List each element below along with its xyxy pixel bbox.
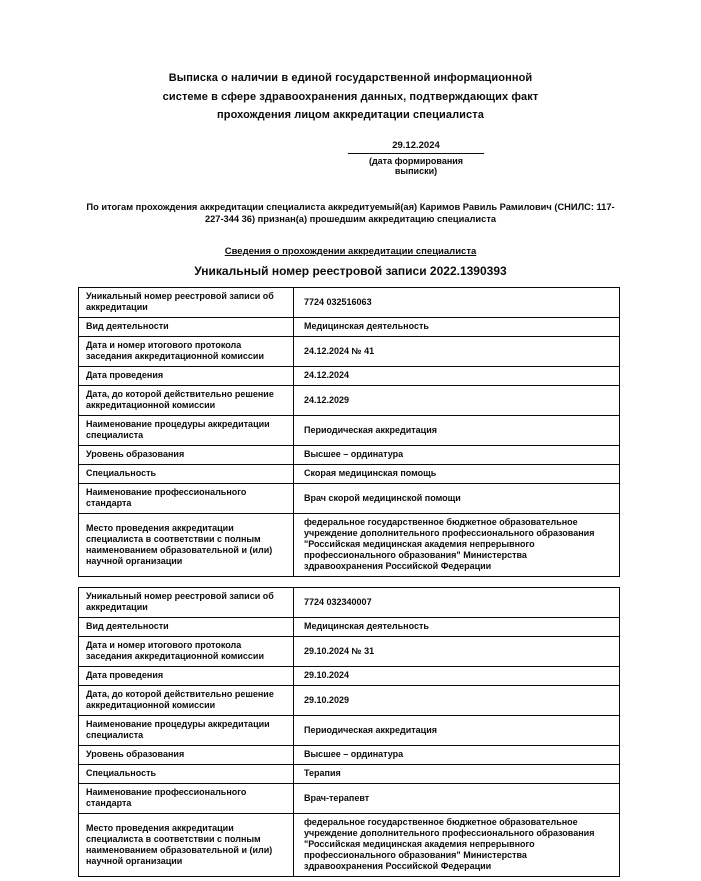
table-row: [79, 813, 620, 876]
row-label: Дата и номер итогового протокола заседания аккредитационной комиссии: [79, 636, 294, 666]
intro-paragraph: По итогам прохождения аккредитации специалиста аккредитуемый(ая) Каримов Равиль Рамилович (СНИЛС: 117-227-344 36) признан(а) прошедшим аккредитацию специалиста: [86, 201, 615, 224]
row-value: Периодическая аккредитация: [294, 415, 620, 445]
table-row: [79, 336, 620, 366]
row-label: Уникальный номер реестровой записи об аккредитации: [79, 287, 294, 317]
row-value: 24.12.2029: [294, 385, 620, 415]
row-label: Уникальный номер реестровой записи об аккредитации: [79, 587, 294, 617]
row-value: 29.10.2029: [294, 685, 620, 715]
table-row: [79, 587, 620, 617]
row-value: 7724 032340007: [294, 587, 620, 617]
table-row: [79, 764, 620, 783]
table-row: [79, 483, 620, 513]
row-label: Дата и номер итогового протокола заседания аккредитационной комиссии: [79, 336, 294, 366]
table-row: [79, 287, 620, 317]
row-value: 7724 032516063: [294, 287, 620, 317]
table-row: [79, 317, 620, 336]
table-row: [79, 445, 620, 464]
accreditation-table-1: [78, 287, 620, 577]
section-heading: Сведения о прохождении аккредитации специалиста: [224, 245, 477, 257]
table-row: [79, 636, 620, 666]
row-label: Наименование процедуры аккредитации специалиста: [79, 415, 294, 445]
row-value: федеральное государственное бюджетное образовательное учреждение дополнительного профессионального образования "Российская медицинская академия непрерывного профессионального образования" Министерства здравоохранения Российской Федерации: [294, 813, 620, 876]
row-value: Врач скорой медицинской помощи: [294, 483, 620, 513]
row-label: Дата проведения: [79, 366, 294, 385]
row-value: Периодическая аккредитация: [294, 715, 620, 745]
row-value: Высшее – ординатура: [294, 445, 620, 464]
row-value: Скорая медицинская помощь: [294, 464, 620, 483]
row-value: Врач-терапевт: [294, 783, 620, 813]
row-value: 24.12.2024: [294, 366, 620, 385]
row-value: 29.10.2024: [294, 666, 620, 685]
row-value: Терапия: [294, 764, 620, 783]
formation-date-caption: (дата формирования выписки): [368, 155, 464, 176]
title-line-1: Выписка о наличии в единой государственной информационной: [168, 72, 533, 84]
row-label: Дата проведения: [79, 666, 294, 685]
registry-heading: Уникальный номер реестровой записи 2022.1390393: [194, 263, 507, 278]
table-row: [79, 745, 620, 764]
table-row: [79, 513, 620, 576]
row-label: Вид деятельности: [79, 317, 294, 336]
table-row: [79, 617, 620, 636]
table-row: [79, 685, 620, 715]
row-label: Специальность: [79, 764, 294, 783]
row-value: 24.12.2024 № 41: [294, 336, 620, 366]
row-label: Дата, до которой действительно решение аккредитационной комиссии: [79, 685, 294, 715]
table-row: [79, 415, 620, 445]
row-value: Медицинская деятельность: [294, 317, 620, 336]
row-label: Наименование процедуры аккредитации специалиста: [79, 715, 294, 745]
row-label: Место проведения аккредитации специалиста в соответствии с полным наименованием образовательной и (или) научной организации: [79, 813, 294, 876]
table-row: [79, 783, 620, 813]
table-row: [79, 464, 620, 483]
formation-date-block: [348, 140, 484, 176]
document-title: [0, 0, 701, 125]
formation-date: 29.12.2024: [348, 140, 484, 154]
row-value: Высшее – ординатура: [294, 745, 620, 764]
row-label: Дата, до которой действительно решение аккредитационной комиссии: [79, 385, 294, 415]
table-row: [79, 666, 620, 685]
title-line-3: прохождения лицом аккредитации специалиста: [217, 109, 484, 121]
row-label: Место проведения аккредитации специалиста в соответствии с полным наименованием образовательной и (или) научной организации: [79, 513, 294, 576]
row-label: Наименование профессионального стандарта: [79, 483, 294, 513]
row-label: Наименование профессионального стандарта: [79, 783, 294, 813]
row-value: 29.10.2024 № 31: [294, 636, 620, 666]
title-line-2: системе в сфере здравоохранения данных, подтверждающих факт: [162, 90, 539, 103]
table-row: [79, 715, 620, 745]
row-label: Вид деятельности: [79, 617, 294, 636]
row-value: федеральное государственное бюджетное образовательное учреждение дополнительного профессионального образования "Российская медицинская академия непрерывного профессионального образования" Министерства здравоохранения Российской Федерации: [294, 513, 620, 576]
table-row: [79, 366, 620, 385]
row-value: Медицинская деятельность: [294, 617, 620, 636]
row-label: Уровень образования: [79, 445, 294, 464]
row-label: Уровень образования: [79, 745, 294, 764]
table-row: [79, 385, 620, 415]
row-label: Специальность: [79, 464, 294, 483]
accreditation-table-2: [78, 587, 620, 877]
